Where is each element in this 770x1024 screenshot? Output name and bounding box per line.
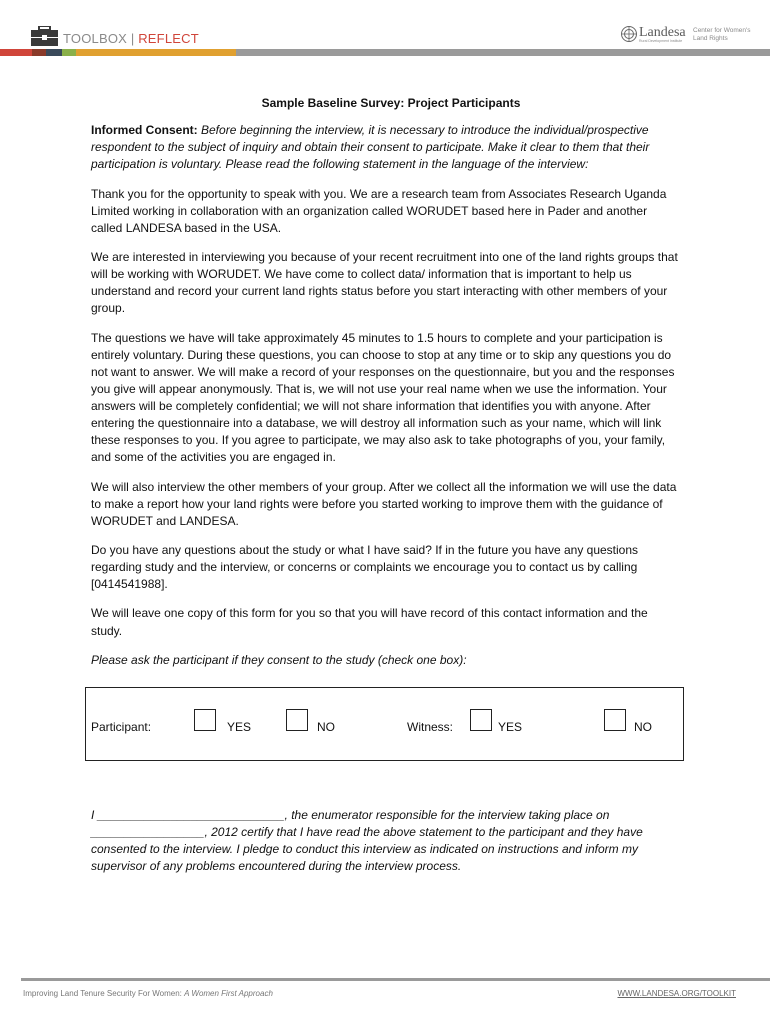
witness-label: Witness: <box>407 720 454 734</box>
survey-document <box>91 95 681 681</box>
section-text: REFLECT <box>138 31 199 46</box>
landesa-emblem-icon <box>620 24 638 44</box>
informed-consent-label: Informed Consent: <box>91 123 198 138</box>
paragraph-purpose: We are interested in interviewing you because of your recent recruitment into one of the land rights groups that will be working with WORUDET. We have come to collect data/ information that is important to help us understand and record your current land rights status before you start interacting with other members of your group. <box>91 250 678 316</box>
header-separator: | <box>130 31 135 46</box>
header-stripe-5 <box>76 49 236 56</box>
witness-no-checkbox[interactable] <box>604 709 626 731</box>
paragraph-questions-contact: Do you have any questions about the study or what I have said? If in the future you have any questions regarding study and the interview, or concerns or complaints we encourage you to contact us by calling [0414541988]. <box>91 543 639 592</box>
toolkit-link[interactable]: WWW.LANDESA.ORG/TOOLKIT <box>617 989 736 998</box>
toolbox-text: TOOLBOX <box>63 31 128 46</box>
document-title: Sample Baseline Survey: Project Participants <box>261 96 521 110</box>
participant-label: Participant: <box>91 720 152 734</box>
witness-yes-label: YES <box>498 720 523 734</box>
footer-tagline-italic: A Women First Approach <box>184 989 273 998</box>
participant-yes-label: YES <box>227 720 252 734</box>
header-stripe-1 <box>0 49 32 56</box>
header-stripe-4 <box>62 49 76 56</box>
landesa-logo <box>620 24 750 46</box>
consent-instruction: Please ask the participant if they consent to the study (check one box): <box>91 652 467 667</box>
header-stripe-6 <box>236 49 770 56</box>
participant-no-label: NO <box>317 720 335 734</box>
participant-yes-checkbox[interactable] <box>194 709 216 731</box>
footer-tagline <box>23 989 273 998</box>
logo-center-name: Center for Women's Land Rights <box>693 27 751 42</box>
footer-divider <box>21 978 770 981</box>
toolbox-icon <box>31 26 58 46</box>
informed-consent-intro: Before beginning the interview, it is necessary to introduce the individual/prospective respondent to the subject of inquiry and obtain their consent to participate. Make it clear to them that their participation is voluntary. Please read the following statement in the language of the interview: <box>91 123 650 172</box>
toolbox-reflect-label <box>63 31 199 46</box>
enumerator-certification: I ____________________________, the enumerator responsible for the interview taking place on _________________, 2012 certify that I have read the above statement to the participant and they have consented to the interview. I pledge to conduct this interview as indicated on instructions and inform my supervisor of any problems encountered during the interview process. <box>91 808 643 874</box>
footer-tagline-prefix: Improving Land Tenure Security For Women: <box>23 989 185 998</box>
participant-no-checkbox[interactable] <box>286 709 308 731</box>
consent-checkbox-table <box>85 687 684 761</box>
paragraph-group-interviews: We will also interview the other members of your group. After we collect all the information we will use the data to make a report how your land rights were before you started working to improve them with the guidance of WORUDET and LANDESA. <box>91 479 677 528</box>
witness-no-label: NO <box>634 720 652 734</box>
logo-subtitle: Rural Development Institute <box>639 39 683 43</box>
logo-name: Landesa <box>639 25 686 40</box>
paragraph-duration-confidentiality: The questions we have will take approximately 45 minutes to 1.5 hours to complete and your participation is entirely voluntary. During these questions, you can choose to stop at any time or to skip any questions you do not want to answer. We will make a record of your responses on the questionnaire, but you and the responses you give will appear anonymously. That is, we will not use your real name when we use the information. Your answers will be completely confidential; we will not share information that identifies you with anyone. After entering the questionnaire into a database, we will destroy all information such as your name, which will link these responses to you. If you agree to participate, we may also ask to take photographs of you, your family, and some of the activities you are engaged in. <box>91 330 675 465</box>
header-stripe-2 <box>32 49 46 56</box>
informed-consent-paragraph <box>91 122 681 173</box>
page-header <box>0 0 770 56</box>
header-stripe-3 <box>46 49 62 56</box>
paragraph-copy-of-form: We will leave one copy of this form for you so that you will have record of this contact information and the study. <box>91 606 648 638</box>
witness-yes-checkbox[interactable] <box>470 709 492 731</box>
paragraph-intro: Thank you for the opportunity to speak with you. We are a research team from Associates Research Uganda Limited working in collaboration with an organization called WORUDET based here in Pader and another called LANDESA based in the USA. <box>91 186 667 235</box>
